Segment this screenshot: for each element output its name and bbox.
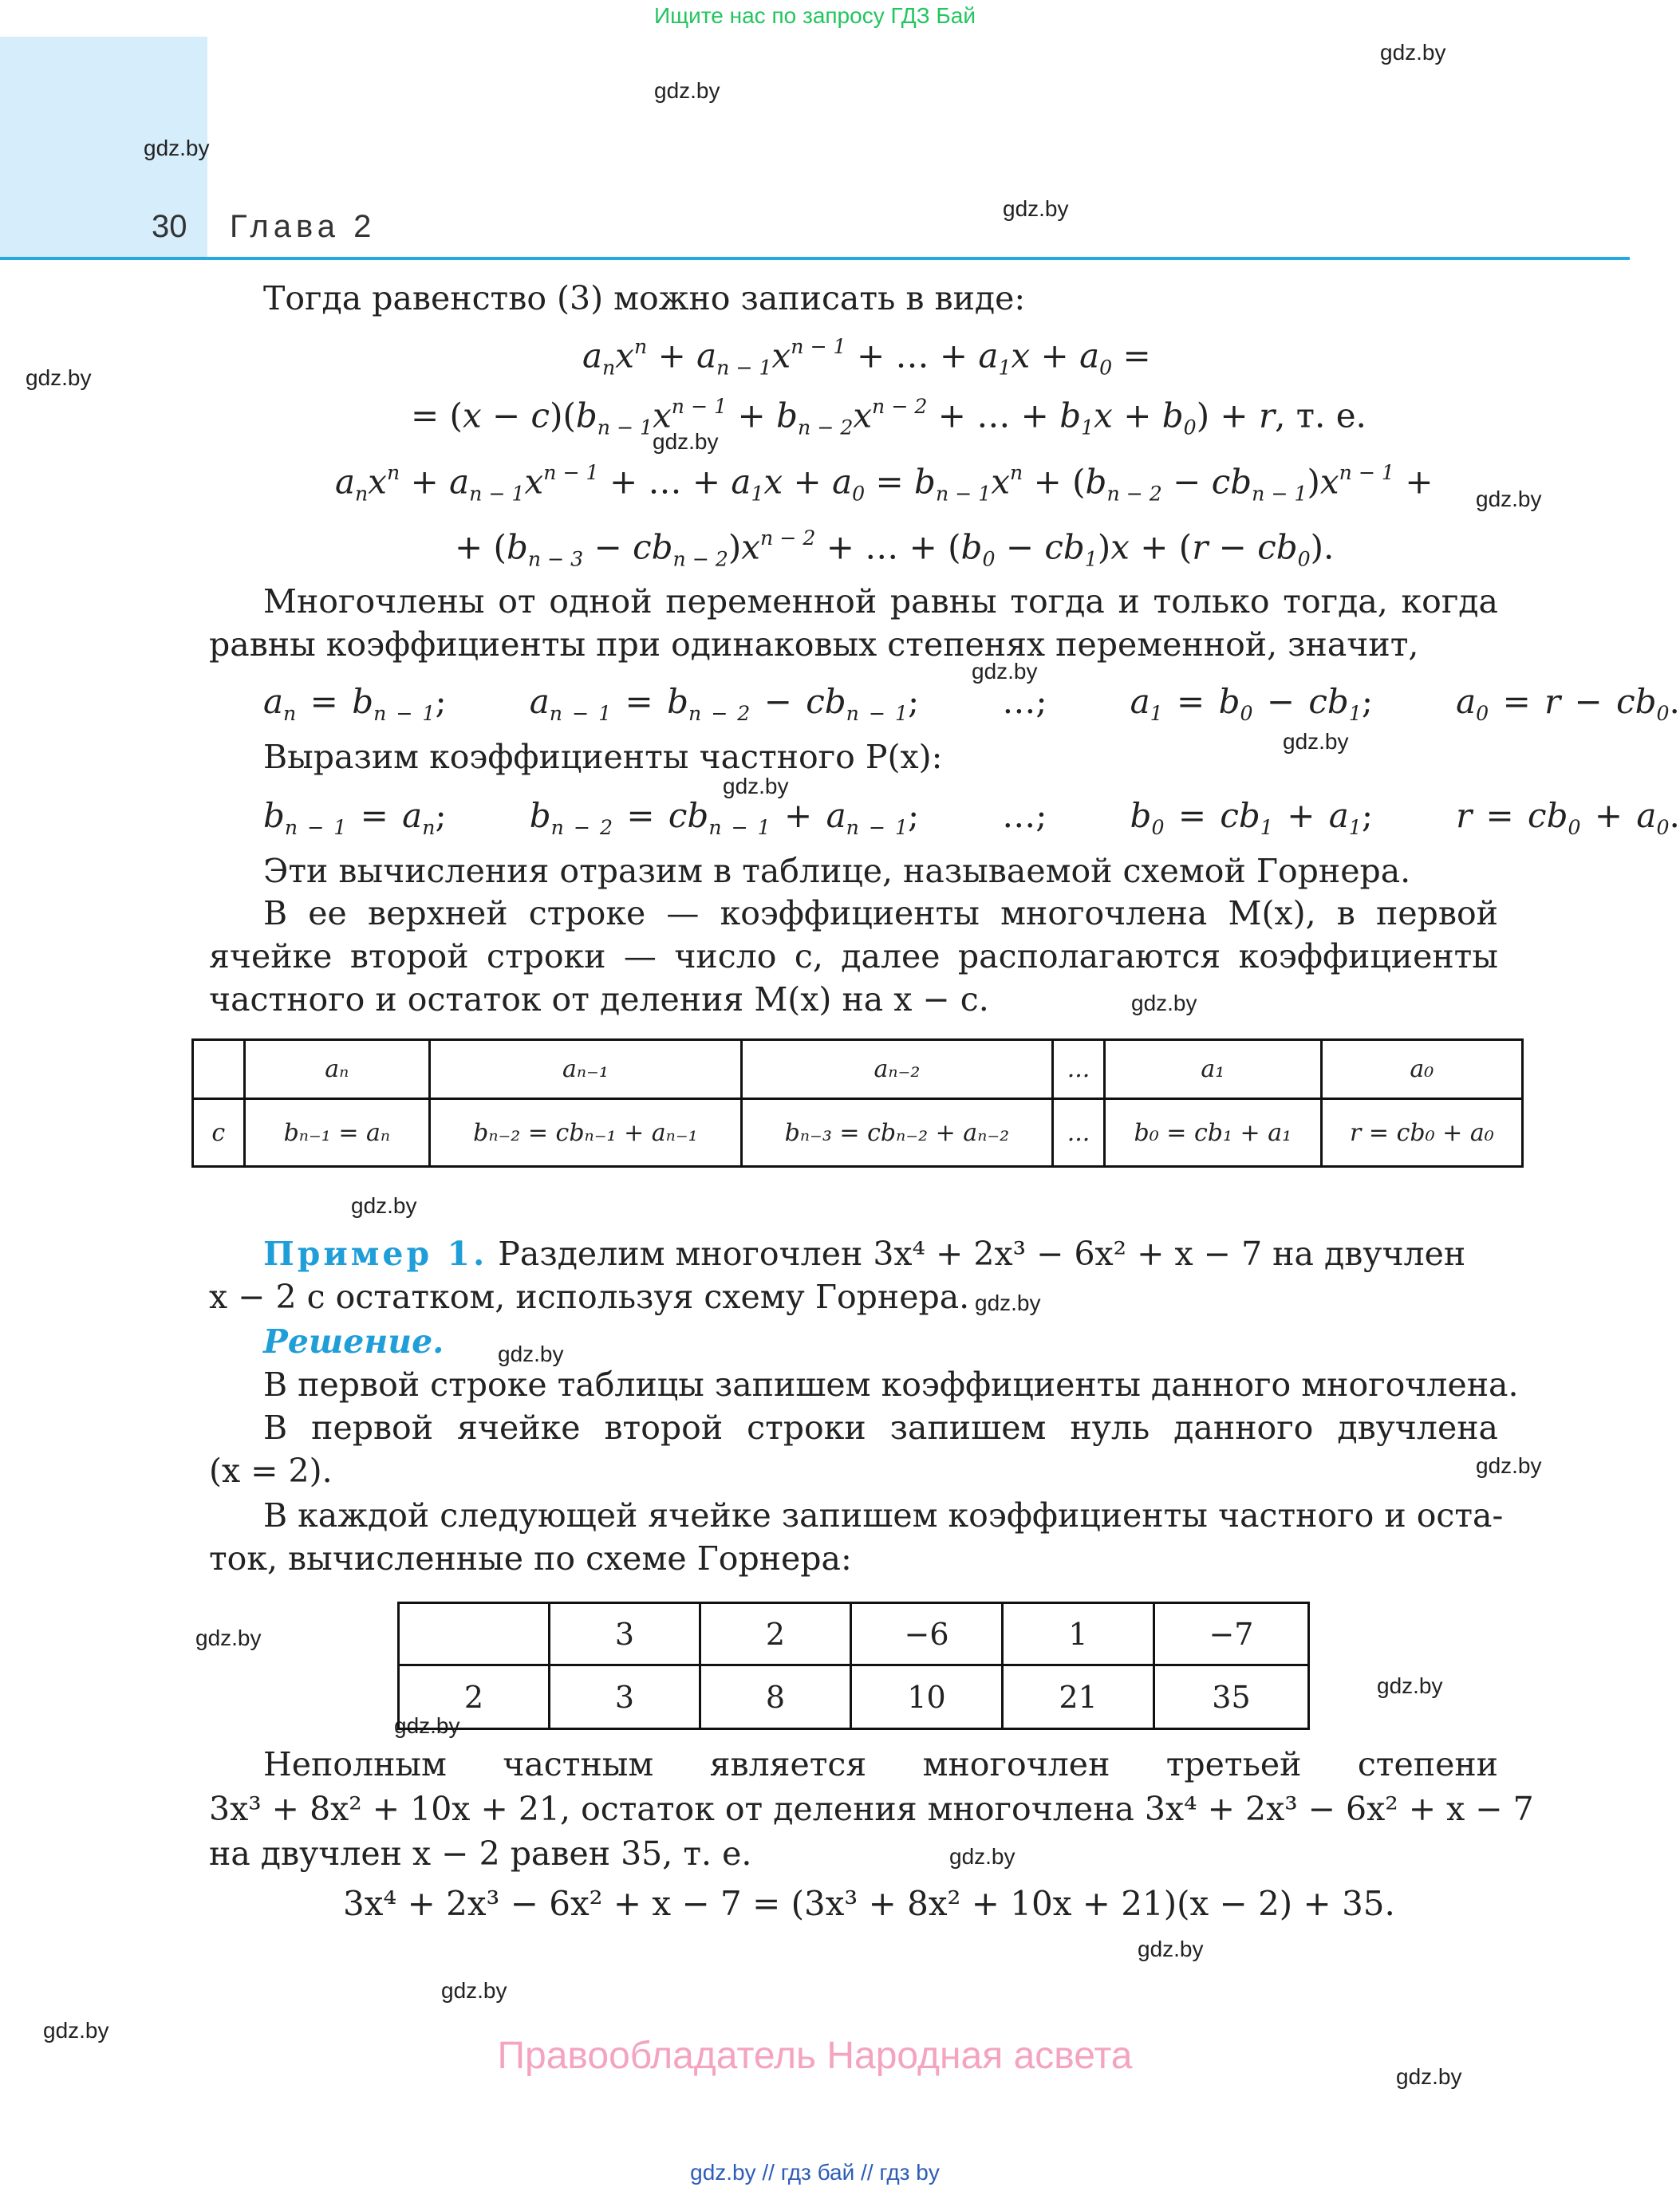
solution-label: Решение. <box>263 1322 444 1361</box>
table-cell: 35 <box>1154 1665 1308 1729</box>
watermark: gdz.by <box>351 1193 417 1218</box>
watermark: gdz.by <box>1003 196 1069 221</box>
example-heading <box>263 1235 1465 1273</box>
watermark: gdz.by <box>1131 991 1197 1015</box>
watermark: gdz.by <box>195 1626 262 1650</box>
watermark: gdz.by <box>441 1978 507 2003</box>
final-formula: 3x⁴ + 2x³ − 6x² + x − 7 = (3x³ + 8x² + 10x + 21)(x − 2) + 35. <box>343 1884 1395 1923</box>
chapter-title: Глава 2 <box>230 209 377 244</box>
watermark: gdz.by <box>1377 1673 1443 1698</box>
table-cell: 3 <box>549 1665 700 1729</box>
table-cell: 1 <box>1003 1603 1154 1665</box>
formula: $b_{n - 1} = a_n$; $b_{n - 2} = cb_{n - 1} + a_{n - 1}$; …; $b_0 = cb_1 + a_1$; $r = cb_0 + a_0$. <box>263 796 1680 839</box>
paragraph: В первой ячейке второй строки запишем нуль данного двучлена <box>263 1409 1498 1447</box>
top-banner-link[interactable]: Ищите нас по запросу ГДЗ Бай <box>653 3 976 28</box>
table-cell: bₙ₋₃ = cbₙ₋₂ + aₙ₋₂ <box>741 1099 1053 1167</box>
watermark: gdz.by <box>144 136 210 160</box>
paragraph: В первой строке таблицы запишем коэффициенты данного многочлена. <box>263 1365 1519 1404</box>
table-cell: ... <box>1053 1099 1105 1167</box>
paragraph: 3x³ + 8x² + 10x + 21, остаток от деления многочлена 3x⁴ + 2x³ − 6x² + x − 7 <box>209 1790 1534 1828</box>
paragraph: Выразим коэффициенты частного P(x): <box>263 738 943 776</box>
table-cell <box>399 1603 550 1665</box>
paragraph: (x = 2). <box>209 1452 333 1490</box>
watermark: gdz.by <box>975 1291 1041 1315</box>
table-cell: 8 <box>700 1665 850 1729</box>
table-cell: 3 <box>549 1603 700 1665</box>
formula: $a_n = b_{n - 1}$; $a_{n - 1} = b_{n - 2} - cb_{n - 1}$; …; $a_1 = b_0 - cb_1$; $a_0 = r - cb_0$. <box>263 682 1680 725</box>
paragraph: В каждой следующей ячейке запишем коэффициенты частного и оста- <box>263 1496 1504 1535</box>
table-cell: 2 <box>700 1603 850 1665</box>
table-cell: aₙ₋₂ <box>741 1040 1053 1099</box>
example-horner-table <box>397 1602 1310 1730</box>
table-cell: r = cb₀ + a₀ <box>1321 1099 1522 1167</box>
page-number: 30 <box>152 209 187 244</box>
watermark: gdz.by <box>1283 729 1349 754</box>
paragraph: на двучлен x − 2 равен 35, т. е. <box>209 1834 752 1873</box>
watermark: gdz.by <box>654 78 720 103</box>
table-cell: bₙ₋₁ = aₙ <box>244 1099 430 1167</box>
paragraph: Неполным частным является многочлен третьей степени <box>263 1745 1498 1783</box>
table-cell <box>193 1040 245 1099</box>
paragraph: В ее верхней строке — коэффициенты многочлена M(x), в первой ячейке второй строки — число c, далее располагаются коэффициенты частного и остаток от деления M(x) на x − c. <box>209 894 1498 1019</box>
paragraph: Многочлены от одной переменной равны тогда и только тогда, когда равны коэффициенты при одинаковых степенях переменной, значит, <box>209 582 1498 664</box>
table-cell: 10 <box>850 1665 1002 1729</box>
table-cell: a₀ <box>1321 1040 1522 1099</box>
horner-scheme-table <box>191 1038 1524 1168</box>
table-cell: 2 <box>399 1665 550 1729</box>
header-rule <box>0 257 1630 260</box>
watermark: gdz.by <box>394 1713 460 1738</box>
paragraph: Тогда равенство (3) можно записать в виде: <box>263 279 1026 317</box>
watermark: gdz.by <box>43 2018 109 2043</box>
watermark: gdz.by <box>498 1342 564 1366</box>
watermark: gdz.by <box>26 365 92 390</box>
table-cell: aₙ <box>244 1040 430 1099</box>
watermark: gdz.by <box>723 774 789 798</box>
footer-links[interactable]: gdz.by // гдз бай // гдз by <box>690 2160 940 2185</box>
watermark: gdz.by <box>972 659 1038 684</box>
example-text: x − 2 с остатком, используя схему Горнера. <box>209 1278 970 1316</box>
watermark: gdz.by <box>949 1844 1015 1869</box>
table-cell: −7 <box>1154 1603 1308 1665</box>
formula: $a_nx^n + a_{n - 1}x^{n - 1}$ + … + $a_1x + a_0 = b_{n - 1}x^n + (b_{n - 2} - cb_{n - 1})x^{n - 1}$ + <box>335 461 1434 506</box>
table-cell: c <box>193 1099 245 1167</box>
formula: = $(x - c)(b_{n - 1}x^{n - 1} + b_{n - 2}x^{n - 2}$ + … + $b_1x + b_0) + r$, т. е. <box>411 395 1366 439</box>
table-cell: a₁ <box>1104 1040 1321 1099</box>
watermark: gdz.by <box>653 429 719 454</box>
formula: $a_nx^n + a_{n - 1}x^{n - 1}$ + … + $a_1x + a_0$ = <box>582 335 1151 380</box>
watermark: gdz.by <box>1396 2064 1462 2089</box>
watermark: gdz.by <box>1476 1453 1542 1478</box>
watermark: gdz.by <box>1380 40 1446 65</box>
table-cell: −6 <box>850 1603 1002 1665</box>
watermark: gdz.by <box>1476 487 1542 511</box>
watermark: gdz.by <box>1138 1937 1204 1961</box>
example-text: Разделим многочлен 3x⁴ + 2x³ − 6x² + x − 7 на двучлен <box>498 1235 1466 1273</box>
paragraph: ток, вычисленные по схеме Горнера: <box>209 1539 852 1578</box>
table-cell: aₙ₋₁ <box>430 1040 742 1099</box>
paragraph: Эти вычисления отразим в таблице, называемой схемой Горнера. <box>263 852 1411 890</box>
table-cell: b₀ = cb₁ + a₁ <box>1104 1099 1321 1167</box>
formula: + $(b_{n - 3} - cb_{n - 2})x^{n - 2}$ + … + $(b_0 - cb_1)x + (r - cb_0)$. <box>455 526 1335 571</box>
copyright-notice: Правообладатель Народная асвета <box>497 2035 1133 2077</box>
table-cell: 21 <box>1003 1665 1154 1729</box>
example-label: Пример 1. <box>263 1235 488 1273</box>
table-cell: bₙ₋₂ = cbₙ₋₁ + aₙ₋₁ <box>430 1099 742 1167</box>
table-cell: ... <box>1053 1040 1105 1099</box>
